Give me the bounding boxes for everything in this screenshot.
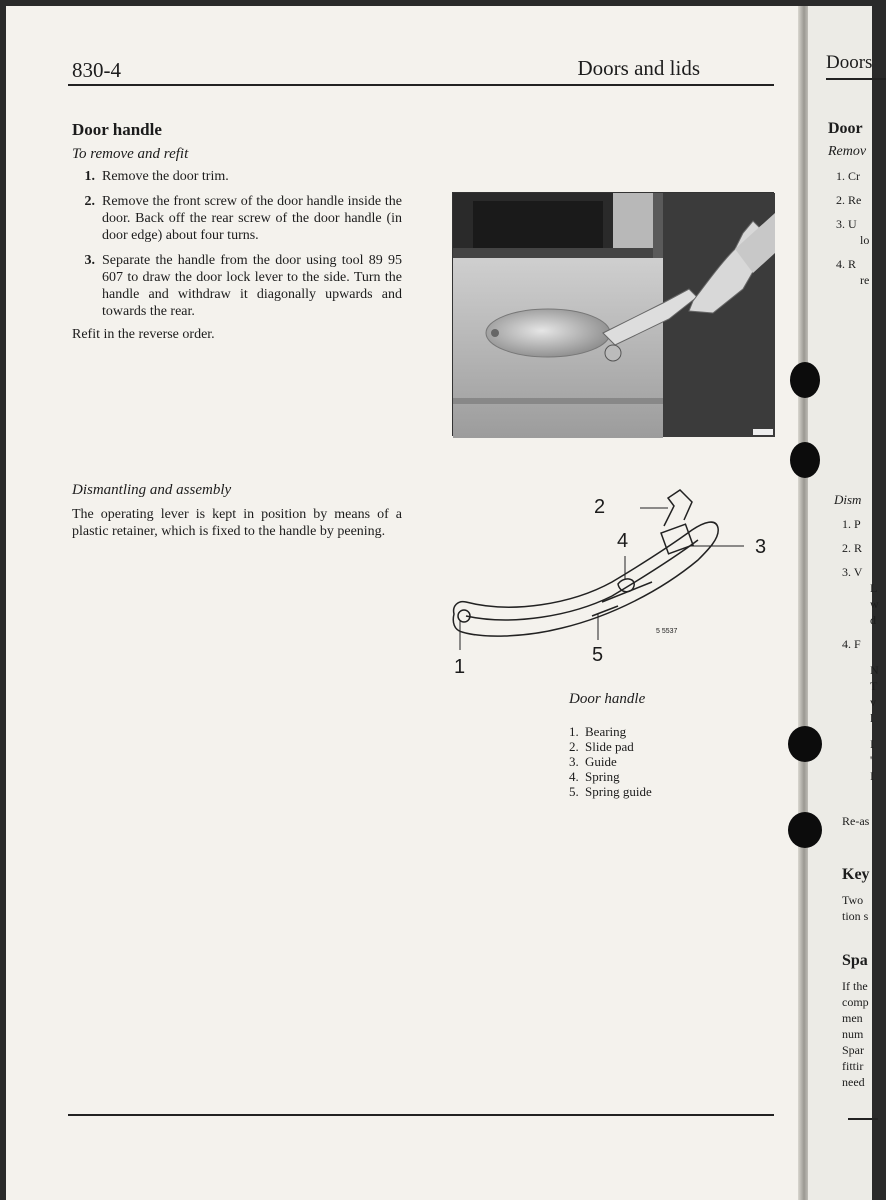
figure-caption: Door handle — [569, 691, 646, 707]
legend-number: 4. — [569, 769, 579, 784]
next-spa-line-5: Spar — [842, 1043, 864, 1057]
next-spa-line-3: men — [842, 1011, 863, 1025]
next-header-rule — [826, 78, 886, 80]
step-number: 2. — [84, 194, 95, 209]
next-dism-steps — [842, 516, 879, 784]
dismantling-subheading: Dismantling and assembly — [72, 482, 232, 498]
legend-label: Bearing — [585, 724, 627, 739]
legend-number: 3. — [569, 754, 579, 769]
callout-5: 5 — [592, 644, 604, 666]
legend-item — [569, 769, 652, 784]
door-handle-photo-image — [453, 193, 775, 437]
door-handle-photo — [452, 192, 774, 436]
next-step-3: 3. U — [836, 217, 857, 231]
next-subheading-fragment: Remov — [828, 144, 867, 159]
next-step-4: 4. R — [836, 257, 857, 271]
next-footer-rule — [848, 1118, 878, 1120]
punch-hole — [788, 726, 822, 762]
next-key-heading: Key — [842, 866, 870, 883]
legend-item — [569, 784, 652, 799]
next-dism-4: 4. F — [842, 637, 861, 651]
next-reas-fragment: Re-as — [842, 814, 870, 828]
next-step-1: 1. Cr — [836, 169, 860, 183]
next-dism-2: 2. R — [842, 541, 863, 555]
next-dism-fragment: Dism — [834, 492, 862, 507]
header-rule — [68, 84, 774, 86]
next-dism-3: 3. V — [842, 565, 863, 579]
next-spa-line-7: need — [842, 1075, 865, 1089]
next-page-edge — [808, 6, 879, 1200]
legend-number: 1. — [569, 724, 579, 739]
step-text: Separate the handle from the door using tool 89 95 607 to draw the door lock lever to the side. Turn the handle and withdraw it diagonally upwards and towards the rear. — [102, 253, 402, 319]
next-dism-4d: v — [870, 695, 876, 709]
legend-item — [569, 754, 652, 769]
footer-rule — [68, 1114, 774, 1116]
next-dism-3d: d — [870, 613, 876, 627]
door-handle-heading: Door handle — [72, 120, 162, 139]
next-key-line-1: Two — [842, 893, 864, 907]
callout-2: 2 — [594, 496, 606, 518]
legend-label: Spring guide — [585, 784, 652, 799]
next-dism-4e: l — [870, 711, 874, 725]
figure-code: 5 5537 — [656, 628, 678, 635]
dismantling-text: The operating lever is kept in position by means of a plastic retainer, which is fixed to the handle by peening. — [72, 507, 402, 539]
next-dism-3c: w — [870, 597, 879, 611]
manual-page — [6, 6, 804, 1200]
legend-label: Slide pad — [585, 739, 634, 754]
page-number: 830-4 — [72, 58, 121, 82]
callout-3: 3 — [755, 536, 767, 558]
legend-number: 5. — [569, 784, 579, 799]
next-key-text — [842, 892, 868, 924]
step-item — [72, 193, 402, 244]
figure-legend — [569, 724, 652, 799]
legend-label: Guide — [585, 754, 617, 769]
remove-refit-subheading: To remove and refit — [72, 146, 189, 162]
next-step-3b: lo — [860, 233, 870, 247]
legend-item — [569, 724, 652, 739]
step-number: 3. — [84, 253, 95, 268]
step-text: Remove the front screw of the door handle inside the door. Back off the rear screw of the door handle (in door edge) about four turns. — [102, 194, 402, 243]
legend-item — [569, 739, 652, 754]
step-item — [72, 252, 402, 320]
removal-steps — [72, 168, 402, 328]
next-header-fragment: Doors — [826, 52, 873, 73]
next-steps-fragment — [836, 168, 869, 288]
section-title: Doors and lids — [577, 56, 700, 80]
next-spa-line-6: fittir — [842, 1059, 864, 1073]
punch-hole — [788, 812, 822, 848]
next-step-2: 2. Re — [836, 193, 862, 207]
callout-4: 4 — [617, 530, 629, 552]
step-text: Remove the door trim. — [102, 169, 229, 184]
next-spa-line-1: If the — [842, 979, 868, 993]
next-spa-line-2: comp — [842, 995, 869, 1009]
next-dism-4h: I — [870, 769, 874, 783]
next-dism-1: 1. P — [842, 517, 861, 531]
punch-hole — [790, 362, 820, 398]
punch-hole — [790, 442, 820, 478]
step-item — [72, 168, 402, 185]
next-step-4b: re — [860, 273, 870, 287]
door-handle-diagram — [442, 486, 742, 656]
refit-note: Refit in the reverse order. — [72, 327, 215, 342]
next-spa-line-4: num — [842, 1027, 864, 1041]
next-dism-4b: N — [870, 663, 879, 677]
next-spa-text — [842, 978, 869, 1090]
next-key-line-2: tion s — [842, 909, 869, 923]
next-dism-3b: L — [870, 581, 878, 595]
next-spa-heading: Spa — [842, 952, 868, 969]
next-heading-fragment: Door — [828, 120, 863, 137]
next-dism-4g: ' — [870, 753, 873, 767]
legend-label: Spring — [585, 769, 620, 784]
callout-1: 1 — [454, 656, 466, 678]
step-number: 1. — [84, 169, 95, 184]
next-dism-4f: I — [870, 737, 874, 751]
next-dism-4c: T — [870, 679, 878, 693]
legend-number: 2. — [569, 739, 579, 754]
